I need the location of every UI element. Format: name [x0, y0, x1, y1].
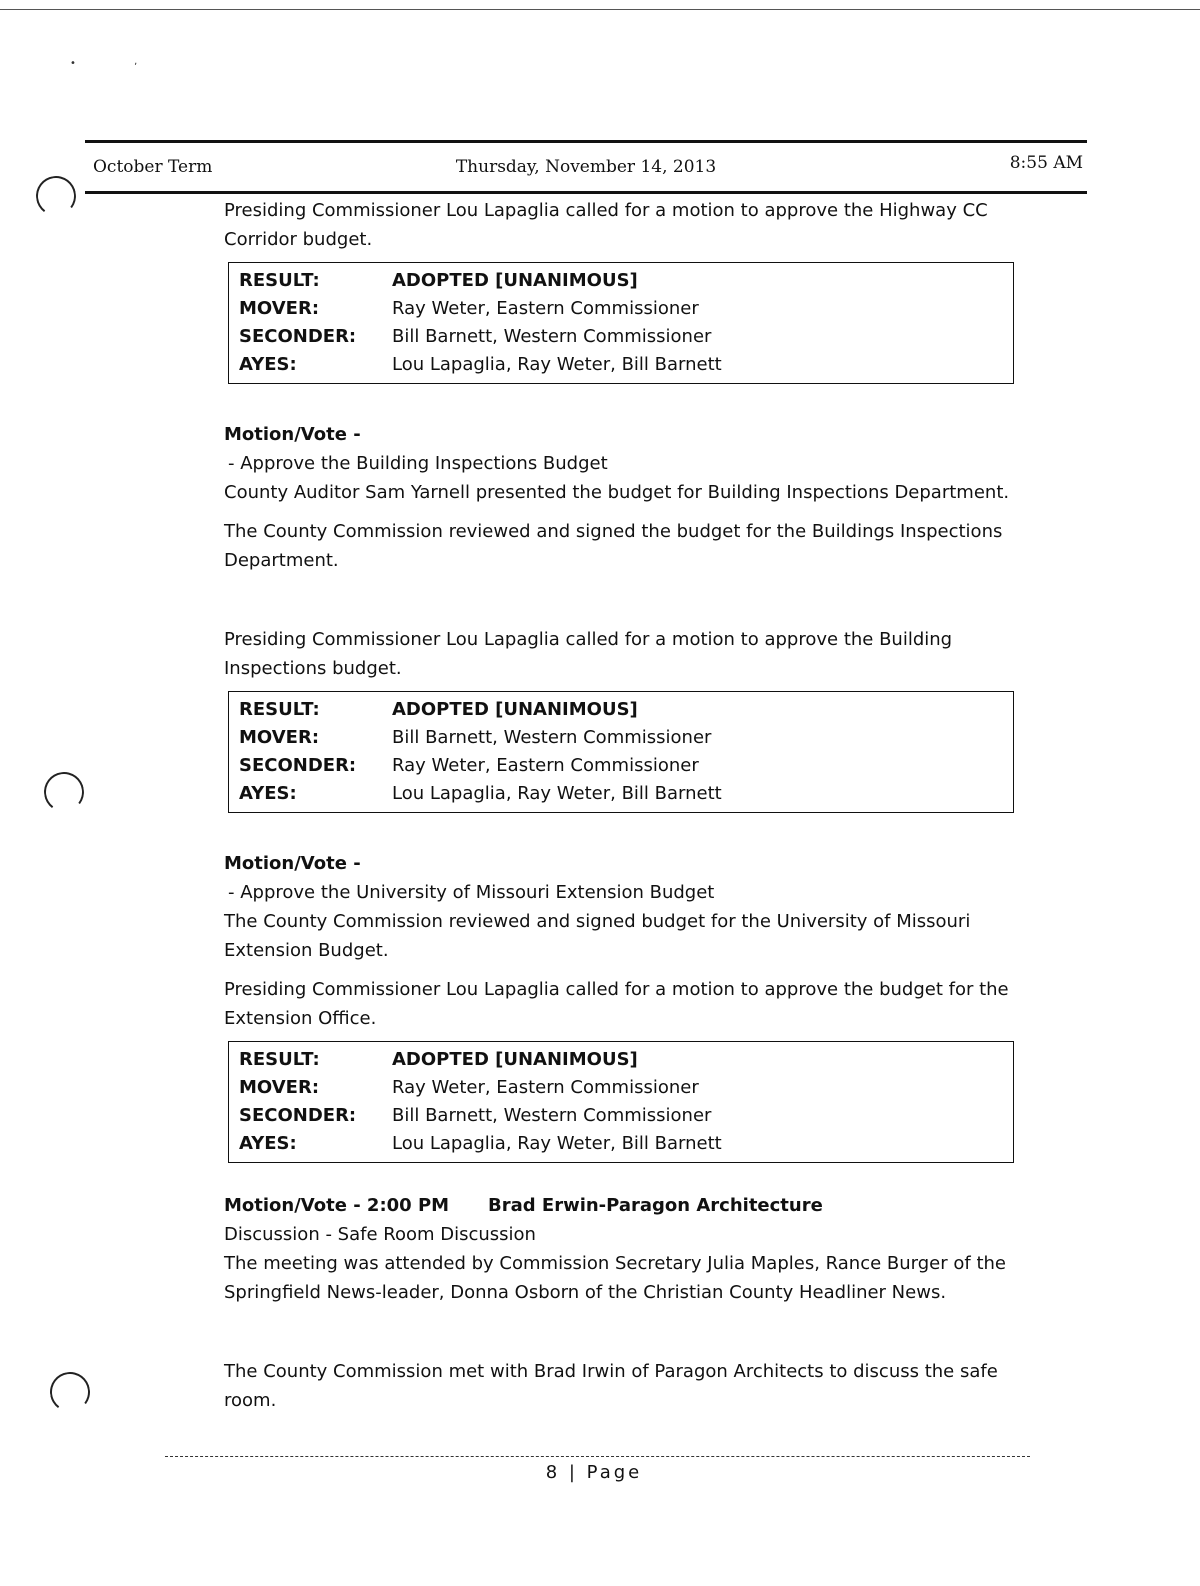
vote-value: Lou Lapaglia, Ray Weter, Bill Barnett: [392, 354, 722, 375]
header-term: October Term: [93, 157, 213, 177]
vote-key: AYES:: [239, 783, 297, 804]
vote-value: ADOPTED [UNANIMOUS]: [392, 699, 638, 720]
vote-value: Lou Lapaglia, Ray Weter, Bill Barnett: [392, 783, 722, 804]
punch-hole-top: [33, 173, 78, 218]
vote-row-result: [239, 1046, 1003, 1074]
closing-text: The County Commission met with Brad Irwin of Paragon Architects to discuss the safe room.: [224, 1361, 998, 1411]
vote-row-ayes: [239, 351, 1003, 379]
page-header: [85, 140, 1087, 194]
punch-hole-middle: [41, 769, 86, 814]
vote-value: Ray Weter, Eastern Commissioner: [392, 755, 699, 776]
intro-motion-text: Presiding Commissioner Lou Lapaglia called for a motion to approve the Highway CC Corridor budget.: [224, 200, 988, 250]
vote-row-ayes: [239, 780, 1003, 808]
schedule-time: Motion/Vote - 2:00 PM: [224, 1195, 450, 1216]
vote-value: Lou Lapaglia, Ray Weter, Bill Barnett: [392, 1133, 722, 1154]
section-text: County Auditor Sam Yarnell presented the budget for Building Inspections Department.: [224, 482, 1010, 503]
vote-key: MOVER:: [239, 727, 320, 748]
attendance-text: The meeting was attended by Commission Secretary Julia Maples, Rance Burger of the Springfield News-leader, Donna Osborn of the Christian County Headliner News.: [224, 1253, 1006, 1303]
vote-row-seconder: [239, 752, 1003, 780]
vote-key: SECONDER:: [239, 1105, 357, 1126]
vote-row-result: [239, 267, 1003, 295]
vote-row-mover: [239, 295, 1003, 323]
vote-value: Bill Barnett, Western Commissioner: [392, 727, 712, 748]
vote-value: ADOPTED [UNANIMOUS]: [392, 270, 638, 291]
section-bullet: - Approve the Building Inspections Budget: [228, 453, 608, 474]
vote-value: Ray Weter, Eastern Commissioner: [392, 298, 699, 319]
vote-value: ADOPTED [UNANIMOUS]: [392, 1049, 638, 1070]
motion-text: Presiding Commissioner Lou Lapaglia called for a motion to approve the budget for the Extension Office.: [224, 979, 1009, 1029]
vote-key: MOVER:: [239, 1077, 320, 1098]
vote-row-result: [239, 696, 1003, 724]
section-heading: Motion/Vote -: [224, 424, 361, 445]
vote-row-mover: [239, 724, 1003, 752]
minutes-body: [224, 196, 1024, 1415]
vote-result-box-3: [228, 1041, 1014, 1163]
vote-key: SECONDER:: [239, 326, 357, 347]
scan-edge-line: [0, 9, 1200, 10]
vote-row-ayes: [239, 1130, 1003, 1158]
schedule-heading: [224, 1191, 1024, 1220]
section-heading: Motion/Vote -: [224, 853, 361, 874]
vote-key: RESULT:: [239, 699, 320, 720]
vote-row-seconder: [239, 323, 1003, 351]
vote-value: Bill Barnett, Western Commissioner: [392, 1105, 712, 1126]
motion-text: Presiding Commissioner Lou Lapaglia called for a motion to approve the Building Inspections budget.: [224, 629, 953, 679]
section-bullet: - Approve the University of Missouri Extension Budget: [228, 882, 715, 903]
vote-key: MOVER:: [239, 298, 320, 319]
vote-row-seconder: [239, 1102, 1003, 1130]
vote-result-box-2: [228, 691, 1014, 813]
vote-result-box-1: [228, 262, 1014, 384]
section-text: The County Commission reviewed and signed the budget for the Buildings Inspections Department.: [224, 521, 1003, 571]
punch-hole-bottom: [47, 1369, 92, 1414]
vote-key: SECONDER:: [239, 755, 357, 776]
schedule-presenter: Brad Erwin-Paragon Architecture: [488, 1195, 823, 1216]
section-text: The County Commission reviewed and signed budget for the University of Missouri Extension Budget.: [224, 911, 971, 961]
vote-key: RESULT:: [239, 1049, 320, 1070]
header-time: 8:55 AM: [1009, 153, 1083, 173]
header-date: Thursday, November 14, 2013: [455, 157, 717, 177]
vote-key: AYES:: [239, 354, 297, 375]
vote-row-mover: [239, 1074, 1003, 1102]
vote-value: Ray Weter, Eastern Commissioner: [392, 1077, 699, 1098]
vote-key: RESULT:: [239, 270, 320, 291]
vote-key: AYES:: [239, 1133, 297, 1154]
vote-value: Bill Barnett, Western Commissioner: [392, 326, 712, 347]
footer-rule: [165, 1456, 1030, 1457]
page-number: 8 | Page: [545, 1462, 643, 1483]
discussion-title: Discussion - Safe Room Discussion: [224, 1224, 536, 1245]
